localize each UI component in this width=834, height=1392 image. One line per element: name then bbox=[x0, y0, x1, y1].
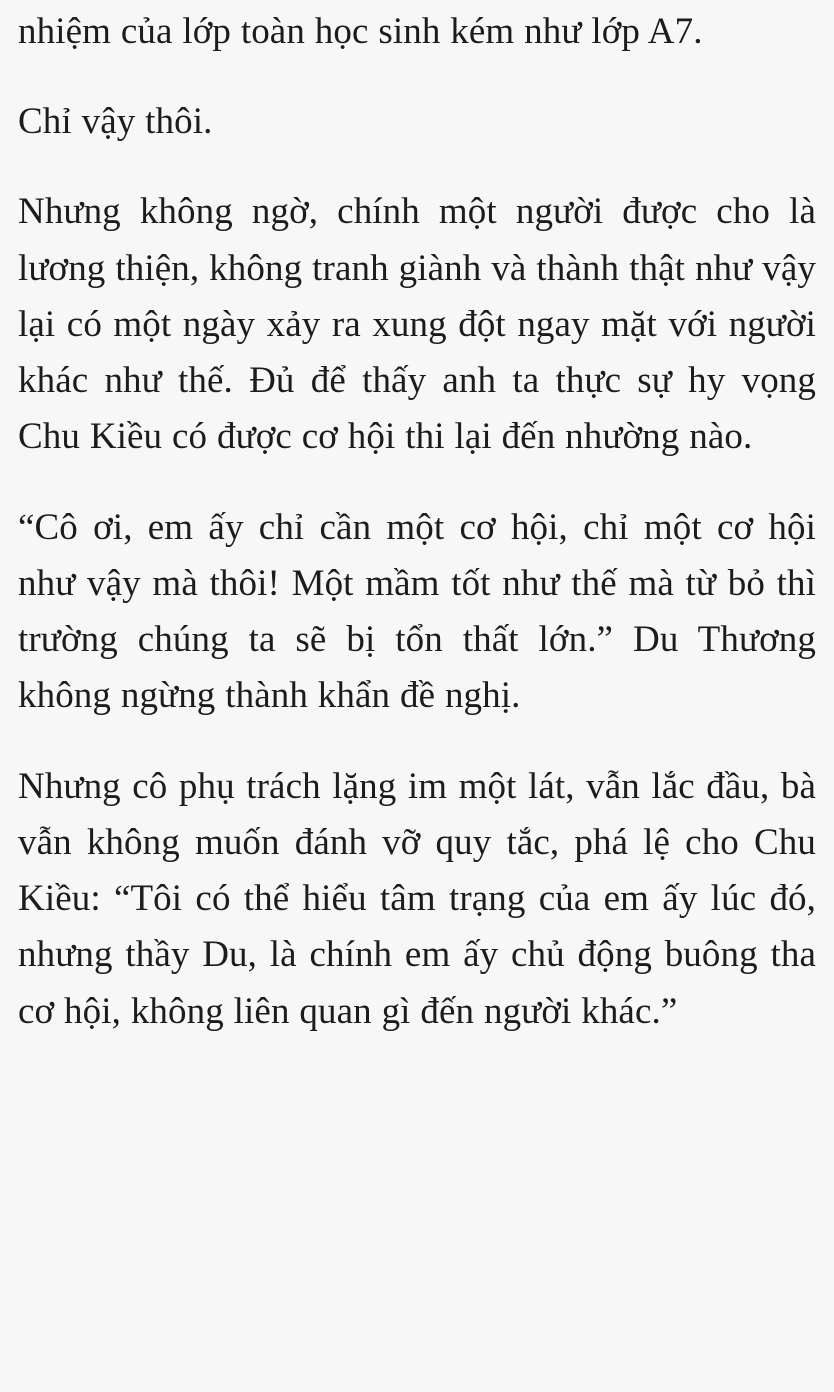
paragraph: Chỉ vậy thôi. bbox=[18, 101, 213, 143]
paragraph: “Cô ơi, em ấy chỉ cần một cơ hội, chỉ một cơ hội như vậy mà thôi! Một mầm tốt như thế mà từ bỏ thì trường chúng ta sẽ bị tổn thất lớn.” Du Thương không ngừng thành khẩn đề nghị. bbox=[18, 506, 816, 717]
paragraph: Nhưng cô phụ trách lặng im một lát, vẫn lắc đầu, bà vẫn không muốn đánh vỡ quy tắc, phá lệ cho Chu Kiều: “Tôi có thể hiểu tâm trạng của em ấy lúc đó, nhưng thầy Du, là chính em ấy chủ động buông tha cơ hội, không liên quan gì đến người khác.” bbox=[18, 765, 816, 1032]
paragraph: nhiệm của lớp toàn học sinh kém như lớp A7. bbox=[18, 11, 703, 52]
paragraph: Nhưng không ngờ, chính một người được cho là lương thiện, không tranh giành và thành thật như vậy lại có một ngày xảy ra xung đột ngay mặt với người khác như thế. Đủ để thấy anh ta thực sự hy vọng Chu Kiều có được cơ hội thi lại đến nhường nào. bbox=[18, 191, 816, 458]
